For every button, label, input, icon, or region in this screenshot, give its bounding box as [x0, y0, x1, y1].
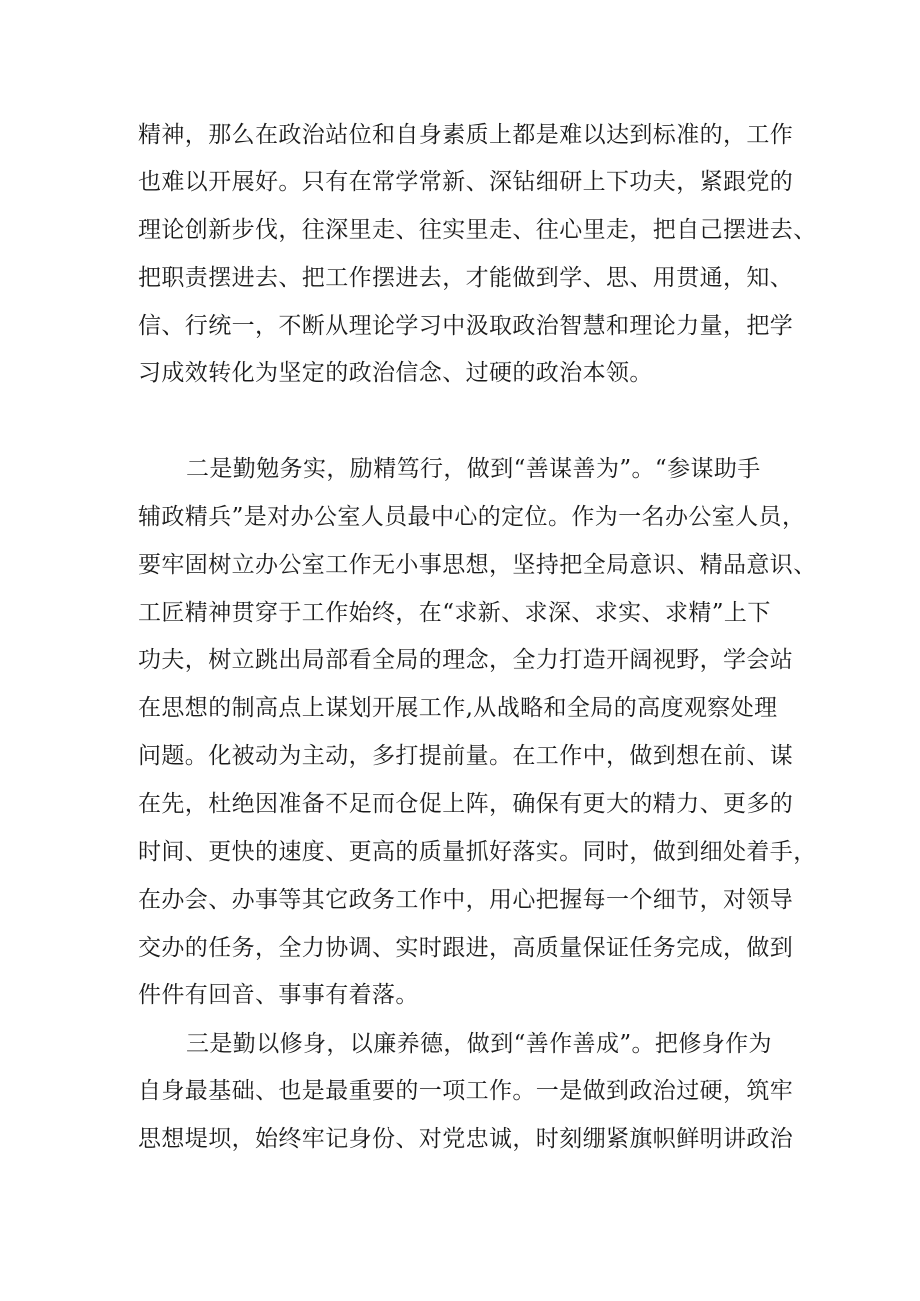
paragraph-line: 自身最基础、也是最重要的一项工作。一是做到政治过硬，筑牢 [138, 1078, 794, 1104]
paragraph-line: 时间、更快的速度、更高的质量抓好落实。同时，做到细处着手， [138, 839, 817, 865]
paragraph-line: 功夫，树立跳出局部看全局的理念，全力打造开阔视野，学会站 [138, 647, 794, 673]
paragraph-line: 精神，那么在政治站位和自身素质上都是难以达到标准的，工作 [138, 122, 794, 148]
paragraph-line: 习成效转化为坚定的政治信念、过硬的政治本领。 [138, 360, 653, 386]
paragraph-line: 在思想的制高点上谋划开展工作,从战略和全局的高度观察处理 [138, 695, 778, 721]
paragraph-line: 在先，杜绝因准备不足而仓促上阵，确保有更大的精力、更多的 [138, 791, 794, 817]
paragraph-line: 二是勤勉务实，励精笃行，做到“善谋善为”。“参谋助手 [186, 456, 761, 482]
paragraph-line: 交办的任务，全力协调、实时跟进，高质量保证任务完成，做到 [138, 935, 794, 961]
paragraph-line: 思想堤坝，始终牢记身份、对党忠诚，时刻绷紧旗帜鲜明讲政治 [138, 1126, 794, 1152]
paragraph-line: 在办会、办事等其它政务工作中，用心把握每一个细节，对领导 [138, 887, 794, 913]
paragraph-line: 辅政精兵”是对办公室人员最中心的定位。作为一名办公室人员， [138, 504, 806, 530]
paragraph-line: 工匠精神贯穿于工作始终，在“求新、求深、求实、求精”上下 [138, 600, 771, 626]
paragraph-line: 三是勤以修身，以廉养德，做到“善作善成”。把修身作为 [186, 1031, 772, 1057]
paragraph-line: 也难以开展好。只有在常学常新、深钻细研上下功夫，紧跟党的 [138, 169, 794, 195]
paragraph-line: 要牢固树立办公室工作无小事思想，坚持把全局意识、精品意识、 [138, 552, 817, 578]
paragraph-line: 理论创新步伐，往深里走、往实里走、往心里走，把自己摆进去、 [138, 217, 817, 243]
paragraph-line: 问题。化被动为主动，多打提前量。在工作中，做到想在前、谋 [138, 743, 794, 769]
paragraph-line: 件件有回音、事事有着落。 [138, 982, 419, 1008]
paragraph-line: 信、行统一，不断从理论学习中汲取政治智慧和理论力量，把学 [138, 313, 794, 339]
paragraph-line: 把职责摆进去、把工作摆进去，才能做到学、思、用贯通，知、 [138, 265, 794, 291]
